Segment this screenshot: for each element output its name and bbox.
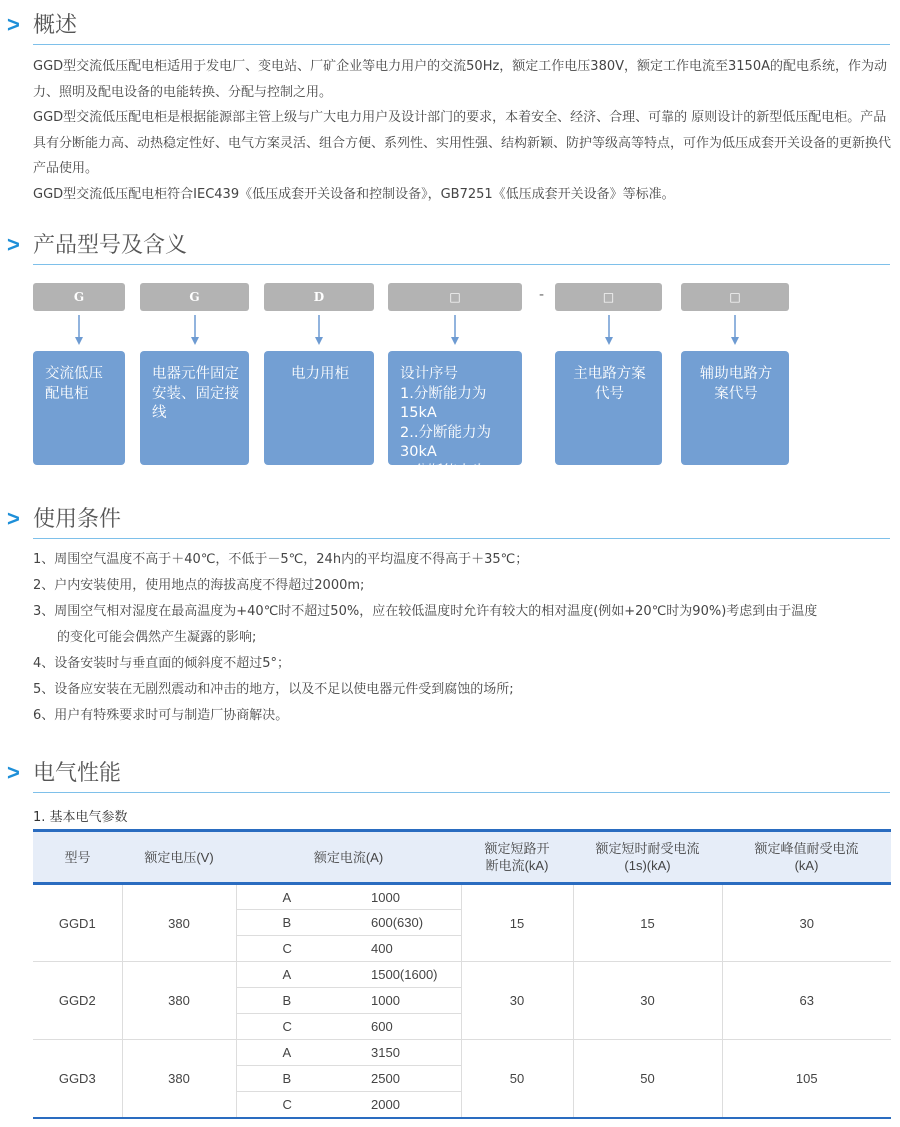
paragraph: GGD型交流低压配电柜是根据能源部主管上级与广大电力用户及设计部门的要求，本着安全、经济、合理、可靠的 原则设计的新型低压配电柜。产品具有分断能力高、动热稳定性好、电气方案灵活、组合方便、系列性、实用性强、结构新颖、防护等级高等特点，可作为低压成套开关设备的更新换代产品使用。 (33, 110, 892, 176)
model-cell: GGD3 (33, 1040, 122, 1118)
voltage-cell: 380 (122, 884, 236, 962)
peak-current-cell: 105 (722, 1040, 891, 1118)
separator-dash: - (539, 287, 545, 303)
section-header-model (0, 228, 890, 268)
voltage-cell: 380 (122, 1040, 236, 1118)
meaning-box: 辅助电路方案代号 (681, 351, 789, 465)
grade-cell: A (236, 884, 336, 910)
arrow-down-icon (730, 315, 740, 345)
current-cell: 600 (336, 1014, 461, 1040)
divider (33, 44, 890, 45)
header-cell: 额定电流(A) (313, 849, 384, 865)
current-cell: 3150 (336, 1040, 461, 1066)
meaning-box: 电力用柜 (264, 351, 374, 465)
voltage-cell: 380 (122, 962, 236, 1040)
break-current-cell: 50 (461, 1040, 573, 1118)
short-time-current-cell: 50 (573, 1040, 722, 1118)
grade-cell: B (236, 988, 336, 1014)
arrow-down-icon (450, 315, 460, 345)
list-item: 5、设备应安装在无剧烈震动和冲击的地方，以及不足以使电器元件受到腐蚀的场所; (33, 682, 514, 697)
current-cell: 2500 (336, 1066, 461, 1092)
section-header-electrical (0, 756, 890, 796)
current-cell: 1000 (336, 988, 461, 1014)
list-item: 的变化可能会偶然产生凝露的影响; (57, 630, 257, 645)
grade-cell: B (236, 1066, 336, 1092)
header-cell: 型号 (64, 849, 91, 865)
chevron-right-icon: > (7, 232, 20, 257)
electrical-params-table (33, 829, 891, 1119)
divider (33, 792, 890, 793)
overview-text (33, 54, 893, 207)
paragraph: GGD型交流低压配电柜适用于发电厂、变电站、厂矿企业等电力用户的交流50Hz，额定工作电压380V，额定工作电流至3150A的配电系统，作为动力、照明及配电设备的电能转换、分配与控制之用。 (33, 59, 887, 100)
table-row (33, 884, 891, 910)
current-cell: 2000 (336, 1092, 461, 1118)
model-cell: GGD1 (33, 884, 122, 962)
code-box: G (33, 283, 125, 311)
divider (33, 538, 890, 539)
arrow-down-icon (604, 315, 614, 345)
current-cell: 400 (336, 936, 461, 962)
table-header-row (33, 831, 891, 884)
arrow-down-icon (190, 315, 200, 345)
grade-cell: C (236, 1092, 336, 1118)
list-item: 3、周围空气相对湿度在最高温度为+40℃时不超过50%，应在较低温度时允许有较大的相对温度(例如+20℃时为90%)考虑到由于温度 (33, 604, 818, 619)
meaning-box: 电器元件固定安装、固定接线 (140, 351, 249, 465)
arrow-down-icon (74, 315, 84, 345)
short-time-current-cell: 30 (573, 962, 722, 1040)
header-cell: 额定电压(V) (144, 849, 214, 865)
section-title: 产品型号及含义 (33, 233, 188, 258)
table-row (33, 962, 891, 988)
peak-current-cell: 30 (722, 884, 891, 962)
grade-cell: B (236, 910, 336, 936)
list-item: 4、设备安装时与垂直面的倾斜度不超过5°； (33, 656, 291, 671)
model-cell: GGD2 (33, 962, 122, 1040)
grade-cell: C (236, 936, 336, 962)
chevron-right-icon: > (7, 506, 20, 531)
short-time-current-cell: 15 (573, 884, 722, 962)
grade-cell: A (236, 962, 336, 988)
meaning-box: 主电路方案代号 (555, 351, 662, 465)
arrow-down-icon (314, 315, 324, 345)
current-cell: 600(630) (336, 910, 461, 936)
list-item: 2、户内安装使用，使用地点的海拔高度不得超过2000m; (33, 578, 365, 593)
code-box: □ (681, 283, 789, 311)
header-cell: 额定峰值耐受电流 (kA) (754, 841, 859, 873)
conditions-list (33, 547, 895, 729)
meaning-box: 设计序号 1.分断能力为15kA 2..分断能力为30kA 3.分断能力为50kA (388, 351, 522, 465)
code-box: G (140, 283, 249, 311)
break-current-cell: 15 (461, 884, 573, 962)
code-box: D (264, 283, 374, 311)
list-item: 6、用户有特殊要求时可与制造厂协商解决。 (33, 708, 289, 723)
section-title: 使用条件 (33, 507, 122, 532)
header-cell: 额定短时耐受电流 (1s)(kA) (595, 841, 700, 873)
list-item: 1、周围空气温度不高于＋40℃，不低于－5℃，24h内的平均温度不得高于＋35℃； (33, 552, 529, 567)
divider (33, 264, 890, 265)
section-title: 电气性能 (33, 761, 122, 786)
paragraph: GGD型交流低压配电柜符合IEC439《低压成套开关设备和控制设备》，GB7251《低压成套开关设备》等标准。 (33, 186, 675, 202)
peak-current-cell: 63 (722, 962, 891, 1040)
meaning-box: 交流低压配电柜 (33, 351, 125, 465)
code-box: □ (388, 283, 522, 311)
section-header-conditions (0, 502, 890, 542)
grade-cell: C (236, 1014, 336, 1040)
table-subtitle: 1. 基本电气参数 (33, 810, 128, 825)
grade-cell: A (236, 1040, 336, 1066)
section-header-overview (0, 8, 890, 48)
break-current-cell: 30 (461, 962, 573, 1040)
chevron-right-icon: > (7, 12, 20, 37)
chevron-right-icon: > (7, 760, 20, 785)
header-cell: 额定短路开 断电流(kA) (484, 841, 550, 873)
table-row (33, 1040, 891, 1066)
section-title: 概述 (33, 13, 78, 38)
current-cell: 1000 (336, 884, 461, 910)
code-box: □ (555, 283, 662, 311)
current-cell: 1500(1600) (336, 962, 461, 988)
